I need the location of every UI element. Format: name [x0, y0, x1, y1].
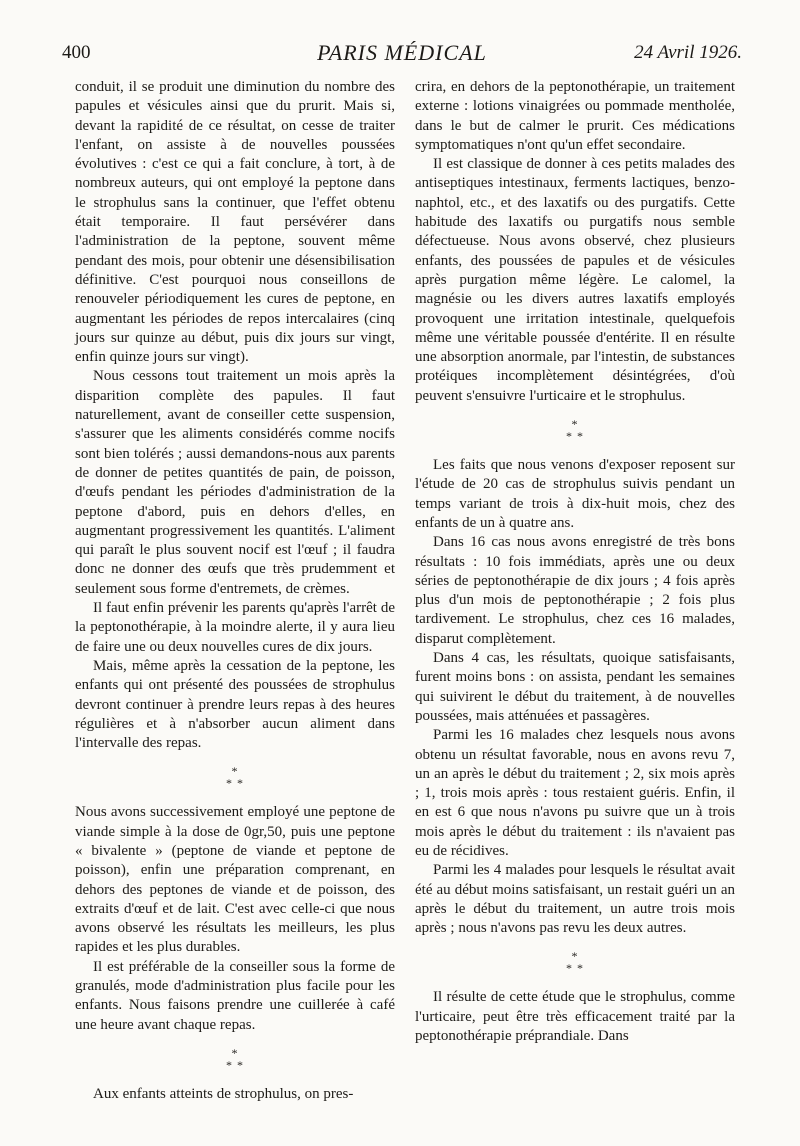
- paragraph: Parmi les 4 malades pour lesquels le résultat avait été au début moins satisfaisant, un restait guéri un an après le début du traitement, un autre trois mois après ; nous n'avons pas revu les deux autres.: [415, 862, 735, 937]
- paragraph: Dans 4 cas, les résultats, quoique satisfaisants, furent moins bons : on assista, pendant les semaines qui suivirent le début du traitement, à de nouvelles poussées, mais atténuées et passagères.: [415, 650, 735, 724]
- section-separator: * * *: [226, 764, 244, 791]
- paragraph: crira, en dehors de la peptonothérapie, un traitement externe : lotions vinaigrées ou pommade mentholée, dans le but de calmer le prurit. Ces médications symptomatiques n'ont qu'un effet secondaire.: [415, 79, 735, 153]
- journal-title: PARIS MÉDICAL: [317, 40, 487, 65]
- section-separator: * * *: [566, 417, 584, 444]
- paragraph: conduit, il se produit une diminution du nombre des papules et vésicules ainsi que du prurit. Mais si, devant la rapidité de ce résultat, on cesse de traiter l'enfant, on assiste à de nouvelles poussées évolutives : c'est ce qui a fait conclure, à tort, à de nombreux auteurs, qui ont employé la peptone dans le strophulus sans la continuer, que l'effet obtenu était temporaire. Il faut persévérer dans l'administration de la peptone, souvent même pendant des mois, pour obtenir une désensibilisation définitive. C'est pourquoi nous conseillons de renouveler périodiquement les cures de peptone, en augmentant les périodes de repos intercalaires (cinq jours sur quinze au début, puis dix jours sur vingt, enfin quinze jours sur vingt).: [75, 79, 395, 366]
- paragraph: Les faits que nous venons d'exposer reposent sur l'étude de 20 cas de strophulus suivis pendant un temps variant de trois à dix-huit mois, chez des enfants de un à quatre ans.: [415, 457, 735, 531]
- paragraph: Il est classique de donner à ces petits malades des antiseptiques intestinaux, ferments lactiques, benzo-naphtol, etc., et des laxatifs ou des purgatifs. Cette habitude des laxatifs ou purgatifs nous semble défectueuse. Nous avons observé, chez plusieurs enfants, des poussées de papules et de vésicules après purgation même légère. Le calomel, la magnésie ou les divers autres laxatifs employés provoquent une irritation intestinale, quelquefois même une véritable poussée d'entérite. Il en résulte une absorption anormale, par l'intestin, de substances protéiques incomplètement désintégrées, d'où peuvent s'ensuivre l'urticaire et le strophulus.: [415, 156, 735, 404]
- page-number: 400: [62, 42, 91, 63]
- paragraph: Aux enfants atteints de strophulus, on pres-: [93, 1085, 354, 1102]
- issue-date: 24 Avril 1926.: [634, 42, 742, 63]
- section-separator: * * *: [566, 949, 584, 976]
- paragraph: Parmi les 16 malades chez lesquels nous avons obtenu un résultat favorable, nous en avons revu 7, un an après le début du traitement ; 2, six mois après ; 1, trois mois après : tous restaient guéris. Enfin, il en est 6 que nous n'avons pu suivre que un à trois mois après le début du traitement : ils n'avaient pas eu de récidives.: [415, 727, 735, 859]
- paragraph: Il faut enfin prévenir les parents qu'après l'arrêt de la peptonothérapie, à la moindre alerte, il y aura lieu de faire une ou deux nouvelles cures de dix jours.: [75, 600, 395, 655]
- paragraph: Nous avons successivement employé une peptone de viande simple à la dose de 0gr,50, puis une peptone « bivalente » (peptone de viande et peptone de poisson), enfin une préparation comprenant, en dehors des peptones de viande et de poisson, des extraits d'œuf et de lait. C'est avec celle-ci que nous avons observé les résultats les meilleurs, les plus rapides et les plus durables.: [75, 804, 395, 956]
- left-column: [75, 78, 395, 1102]
- section-separator: * * *: [226, 1045, 244, 1072]
- paragraph: Il est préférable de la conseiller sous la forme de granulés, mode d'administration plus facile pour les enfants. Nous faisons prendre une cuillerée à café une heure avant chaque repas.: [75, 958, 395, 1033]
- paragraph: Dans 16 cas nous avons enregistré de très bons résultats : 10 fois immédiats, après une ou deux séries de peptonothérapie de dix jours ; 4 fois après plus d'un mois de peptonothérapie ; 2 fois plus tardivement. Le strophulus, chez ces 16 malades, disparut complètement.: [415, 534, 735, 647]
- right-column: [415, 78, 735, 1078]
- paragraph: Mais, même après la cessation de la peptone, les enfants qui ont présenté des poussées de strophulus devront continuer à prendre leurs repas à des heures régulières et à n'absorber aucun aliment dans l'intervalle des repas.: [75, 657, 395, 752]
- paragraph: Il résulte de cette étude que le strophulus, comme l'urticaire, peut être très efficacement traité par la peptonothérapie préprandiale. Dans: [415, 989, 735, 1045]
- running-header: [62, 38, 742, 68]
- paragraph: Nous cessons tout traitement un mois après la disparition complète des papules. Il faut naturellement, avant de conseiller cette suspension, s'assurer que les aliments considérés comme nocifs sont bien tolérés ; aussi demandons-nous aux parents de donner de petites quantités de pain, de poisson, d'œufs pendant les périodes d'administration de la peptone d'abord, puis en dehors d'elles, en augmentant progressivement les quantités. L'aliment qui paraît le plus souvent nocif est l'œuf ; il faudra donc ne donner des œufs que très prudemment et seulement sous forme d'entremets, de crèmes.: [75, 368, 395, 597]
